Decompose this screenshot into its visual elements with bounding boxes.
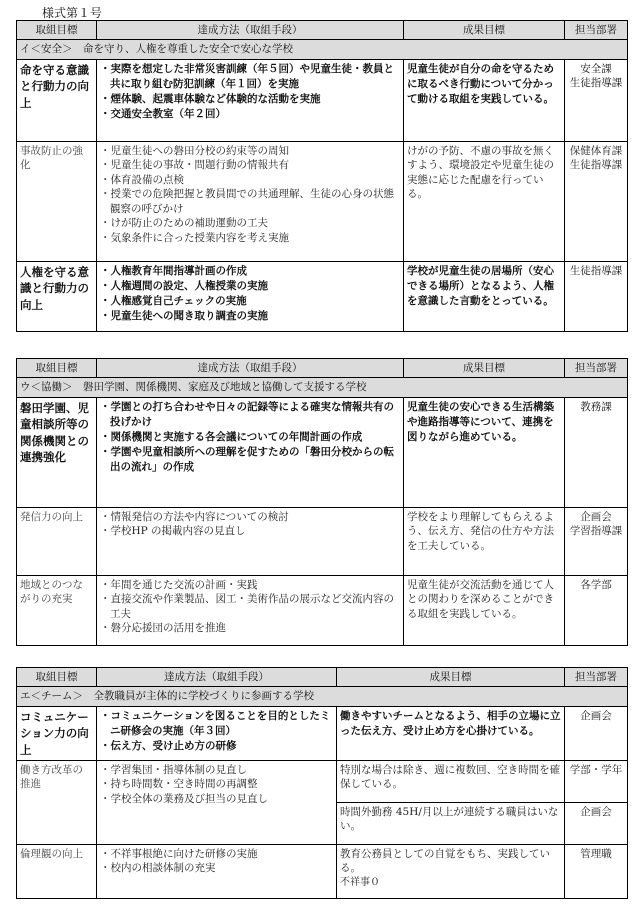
goal-cell: 人権を守る意識と行動力の向上 (17, 261, 97, 331)
dept-cell (565, 844, 628, 898)
method-item: ・煙体験、起震車体験など体験的な活動を実施 (100, 92, 321, 105)
goal-cell: コミュニケーション力の向上 (17, 706, 97, 760)
goal-cell: 事故防止の強化 (17, 141, 97, 261)
method-item: ・児童生徒への聞き取り調査の実施 (100, 309, 268, 322)
dept-cell: 企画会 (565, 802, 628, 844)
method-item: ・伝え方、受け止め方の研修 (100, 739, 237, 752)
method-item: ・気象条件に合った授業内容を考え実施 (100, 231, 289, 244)
method-item: ・関係機関と実施する各会議についての年間計画の作成 (100, 430, 363, 443)
dept-name: 各学部 (580, 578, 612, 591)
method-item: ・人権教育年間指導計画の作成 (100, 264, 247, 277)
dept-name: 学習指導課 (569, 525, 623, 538)
header-outcome: 成果目標 (404, 359, 565, 378)
method-item: ・人権週間の設定、人権授業の実施 (100, 279, 268, 292)
header-goal: 取組目標 (17, 359, 97, 378)
method-item: ・児童生徒の事故・問題行動の情報共有 (100, 159, 289, 172)
method-item: ・学校HP の掲載内容の見直し (100, 525, 246, 538)
header-method: 達成方法（取組手段） (97, 21, 404, 40)
table-row (17, 760, 628, 802)
header-dept: 担当部署 (565, 359, 628, 378)
outcome-cell: 児童生徒の安心できる生活構築や進路指導等について、連携を図りながら進めている。 (404, 397, 565, 507)
section-band: イ＜安全＞ 命を守り、人権を尊重した安全で安心な学校 (17, 40, 628, 59)
dept-cell (565, 575, 628, 645)
dept-name: 管理職 (580, 847, 612, 860)
method-item: ・校内の相談体制の充実 (100, 862, 216, 875)
dept-cell (565, 59, 628, 141)
goal-cell: 発信力の向上 (17, 507, 97, 575)
dept-cell (565, 397, 628, 507)
section-band: エ＜チーム＞ 全教職員が主体的に学校づくりに参画する学校 (17, 687, 628, 706)
method-item: ・年間を通じた交流の計画・実践 (100, 578, 258, 591)
method-item: ・持ち時間数・空き時間の再調整 (100, 778, 258, 791)
table-row (17, 844, 628, 898)
dept-cell (565, 261, 628, 331)
method-item: ・交通安全教室（年２回） (100, 107, 226, 120)
goal-cell: 命を守る意識と行動力の向上 (17, 59, 97, 141)
outcome-cell: けがの予防、不慮の事故を無くすよう、環境設定や児童生徒の実態に応じた配慮を行っている。 (404, 141, 565, 261)
section-team-table (16, 667, 628, 899)
method-cell (97, 261, 404, 331)
goal-cell: 倫理観の向上 (17, 844, 97, 898)
outcome-cell: 児童生徒が自分の命を守るために取るべき行動について分かって動ける取組を実践している。 (404, 59, 565, 141)
method-item: ・コミュニケーションを図ることを目的としたミニ研修会の実施（年３回） (100, 709, 331, 737)
section-band: ウ＜協働＞ 磐田学園、関係機関、家庭及び地域と協働して支援する学校 (17, 378, 628, 397)
method-item: ・実際を想定した非常災害訓練（年５回）や児童生徒・教員と共に取り組む防犯訓練（年１回）を実施 (100, 62, 394, 90)
method-cell (97, 507, 404, 575)
header-row (17, 21, 628, 40)
dept-name: 生徒指導課 (569, 77, 623, 90)
goal-cell: 地域とのつながりの充実 (17, 575, 97, 645)
dept-cell: 学部・学年 (565, 760, 628, 802)
form-number: 様式第１号 (42, 6, 103, 20)
outcome-text: 教育公務員としての自覚をもち、実践している。 (340, 847, 550, 875)
goal-cell: 磐田学園、児童相談所等の関係機関との連携強化 (17, 397, 97, 507)
header-outcome: 成果目標 (337, 668, 565, 687)
method-cell (97, 141, 404, 261)
method-cell (97, 59, 404, 141)
method-item: ・直接交流や作業製品、図工・美術作品の展示など交流内容の工夫 (100, 593, 394, 620)
outcome-note: 不祥事０ (340, 876, 380, 888)
header-row (17, 668, 628, 687)
table-row (17, 141, 628, 261)
outcome-cell: 働きやすいチームとなるよう、相手の立場に立った伝え方、受け止め方を心掛けている。 (337, 706, 565, 760)
method-cell (97, 397, 404, 507)
outcome-cell: 学校をより理解してもらえるよう、伝え方、発信の仕方や方法を工夫している。 (404, 507, 565, 575)
table-row (17, 706, 628, 760)
method-item: ・不祥事根絶に向けた研修の実施 (100, 847, 258, 860)
outcome-cell (337, 844, 565, 898)
dept-name: 教務課 (580, 400, 612, 413)
method-item: ・人権感覚自己チェックの実施 (100, 294, 247, 307)
method-cell (97, 706, 337, 760)
header-outcome: 成果目標 (404, 21, 565, 40)
outcome-cell: 児童生徒が交流活動を通じて人との関わりを深めることができる取組を実践している。 (404, 575, 565, 645)
method-item: ・学校全体の業務及び担当の見直し (100, 792, 268, 805)
table-row (17, 507, 628, 575)
header-dept: 担当部署 (565, 21, 628, 40)
dept-cell (565, 507, 628, 575)
method-item: ・磐分応援団の活用を推進 (100, 622, 226, 635)
dept-name: 生徒指導課 (569, 264, 623, 277)
table-row (17, 575, 628, 645)
section-collaboration-table (16, 358, 628, 646)
dept-name: 企画会 (580, 510, 612, 523)
dept-cell (565, 706, 628, 760)
header-method: 達成方法（取組手段） (97, 668, 337, 687)
dept-cell (565, 141, 628, 261)
dept-name: 生徒指導課 (569, 159, 623, 172)
method-item: ・けが防止のための補助運動の工夫 (100, 217, 268, 230)
outcome-cell: 時間外勤務 45H/月以上が連続する職員はいない。 (337, 802, 565, 844)
method-item: ・情報発信の方法や内容についての検討 (100, 510, 289, 523)
method-cell (97, 575, 404, 645)
header-method: 達成方法（取組手段） (97, 359, 404, 378)
method-item: ・学園との打ち合わせや日々の記録等による確実な情報共有の投げかけ (100, 400, 394, 428)
header-row (17, 359, 628, 378)
outcome-cell: 特別な場合は除き、週に複数回、空き時間を確保している。 (337, 760, 565, 802)
section-safety-table (16, 20, 628, 332)
method-item: ・授業での危険把握と教員間での共通理解、生徒の心身の状態観察の呼びかけ (100, 188, 394, 215)
method-cell (97, 760, 337, 844)
header-goal: 取組目標 (17, 21, 97, 40)
method-item: ・学習集団・指導体制の見直し (100, 763, 247, 776)
method-item: ・児童生徒への磐田分校の約束等の周知 (100, 144, 289, 157)
method-item: ・学園や児童相談所への理解を促すための「磐田分校からの転出の流れ」の作成 (100, 445, 394, 473)
header-goal: 取組目標 (17, 668, 97, 687)
table-row (17, 59, 628, 141)
table-row (17, 397, 628, 507)
method-item: ・体育設備の点検 (100, 173, 184, 186)
outcome-cell: 学校が児童生徒の居場所（安心できる場所）となるよう、人権を意識した言動をとっている。 (404, 261, 565, 331)
dept-name: 保健体育課 (569, 144, 623, 157)
dept-name: 企画会 (580, 709, 612, 722)
method-cell (97, 844, 337, 898)
header-dept: 担当部署 (565, 668, 628, 687)
table-row (17, 261, 628, 331)
dept-name: 安全課 (580, 62, 612, 75)
goal-cell: 働き方改革の推進 (17, 760, 97, 844)
